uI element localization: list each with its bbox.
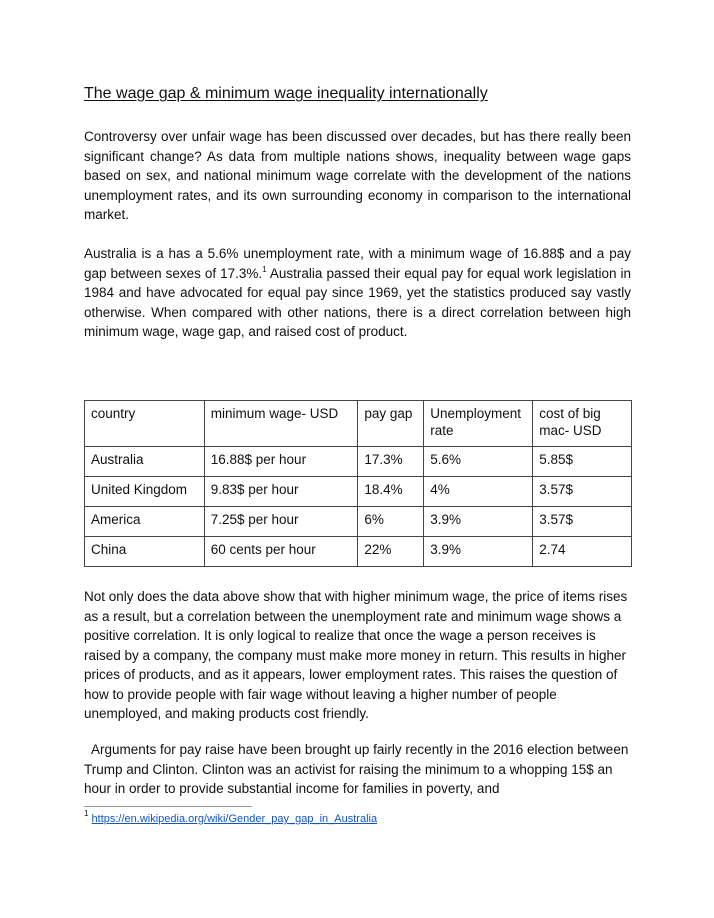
wage-comparison-table	[84, 400, 632, 567]
footnote	[84, 809, 378, 825]
table-cell: 17.3%	[358, 447, 424, 477]
table-cell: 9.83$ per hour	[204, 477, 358, 507]
table-cell: China	[85, 537, 205, 567]
arguments-paragraph: Arguments for pay raise have been brought up fairly recently in the 2016 election between Trump and Clinton. Clinton was an activist for raising the minimum to a whopping 15$ an hour in order to provide substantial income for families in poverty, and	[84, 742, 629, 796]
australia-paragraph	[84, 244, 631, 342]
intro-paragraph: Controversy over unfair wage has been discussed over decades, but has there really been significant change? As data from multiple nations shows, inequality between wage gaps based on sex, and national minimum wage correlate with the development of the nations unemployment rates, and its own surrounding economy in comparison to the international market.	[84, 129, 631, 222]
analysis-paragraph: Not only does the data above show that with higher minimum wage, the price of items rises as a result, but a correlation between the unemployment rate and minimum wage shows a positive correlation. It is only logical to realize that once the wage a person receives is raised by a company, the company must make more money in return. This results in higher prices of products, and as it appears, lower employment rates. This raises the question of how to provide people with fair wage without leaving a higher number of people unemployed, and making products cost friendly.	[84, 589, 628, 721]
table-cell: 3.9%	[424, 507, 533, 537]
table-cell: United Kingdom	[85, 477, 205, 507]
footnote-marker: 1	[84, 809, 89, 818]
table-cell: Australia	[85, 447, 205, 477]
table-header-row	[85, 401, 632, 447]
footnote-reference[interactable]: 1	[262, 264, 267, 274]
table-row	[85, 537, 632, 567]
table-cell: 5.6%	[424, 447, 533, 477]
table-header-cell: minimum wage- USD	[204, 401, 358, 447]
table-cell: 3.9%	[424, 537, 533, 567]
table-cell: 6%	[358, 507, 424, 537]
table-row	[85, 507, 632, 537]
table-header-cell: cost of big mac- USD	[533, 401, 632, 447]
table-cell: 7.25$ per hour	[204, 507, 358, 537]
table-cell: America	[85, 507, 205, 537]
document-title: The wage gap & minimum wage inequality internationally	[84, 85, 488, 102]
table-cell: 22%	[358, 537, 424, 567]
table-cell: 2.74	[533, 537, 632, 567]
table-header-cell: Unemployment rate	[424, 401, 533, 447]
footnote-divider	[84, 806, 252, 807]
table-header-cell: country	[85, 401, 205, 447]
table-cell: 60 cents per hour	[204, 537, 358, 567]
table-cell: 5.85$	[533, 447, 632, 477]
table-cell: 4%	[424, 477, 533, 507]
table-row	[85, 447, 632, 477]
footnote-link[interactable]: https://en.wikipedia.org/wiki/Gender_pay_gap_in_Australia	[91, 813, 378, 825]
table-cell: 3.57$	[533, 477, 632, 507]
table-header-cell: pay gap	[358, 401, 424, 447]
australia-paragraph-text: Australia is a has a 5.6% unemployment rate, with a minimum wage of 16.88$ and a pay gap between sexes of 17.3%.	[84, 246, 631, 281]
australia-paragraph-text-cont: Australia passed their equal pay for equal work legislation in 1984 and have advocated for equal pay since 1969, yet the statistics produced say vastly otherwise. When compared with other nations, there is a direct correlation between high minimum wage, wage gap, and raised cost of product.	[84, 265, 631, 339]
table-cell: 3.57$	[533, 507, 632, 537]
table-row	[85, 477, 632, 507]
table-cell: 16.88$ per hour	[204, 447, 358, 477]
table-cell: 18.4%	[358, 477, 424, 507]
